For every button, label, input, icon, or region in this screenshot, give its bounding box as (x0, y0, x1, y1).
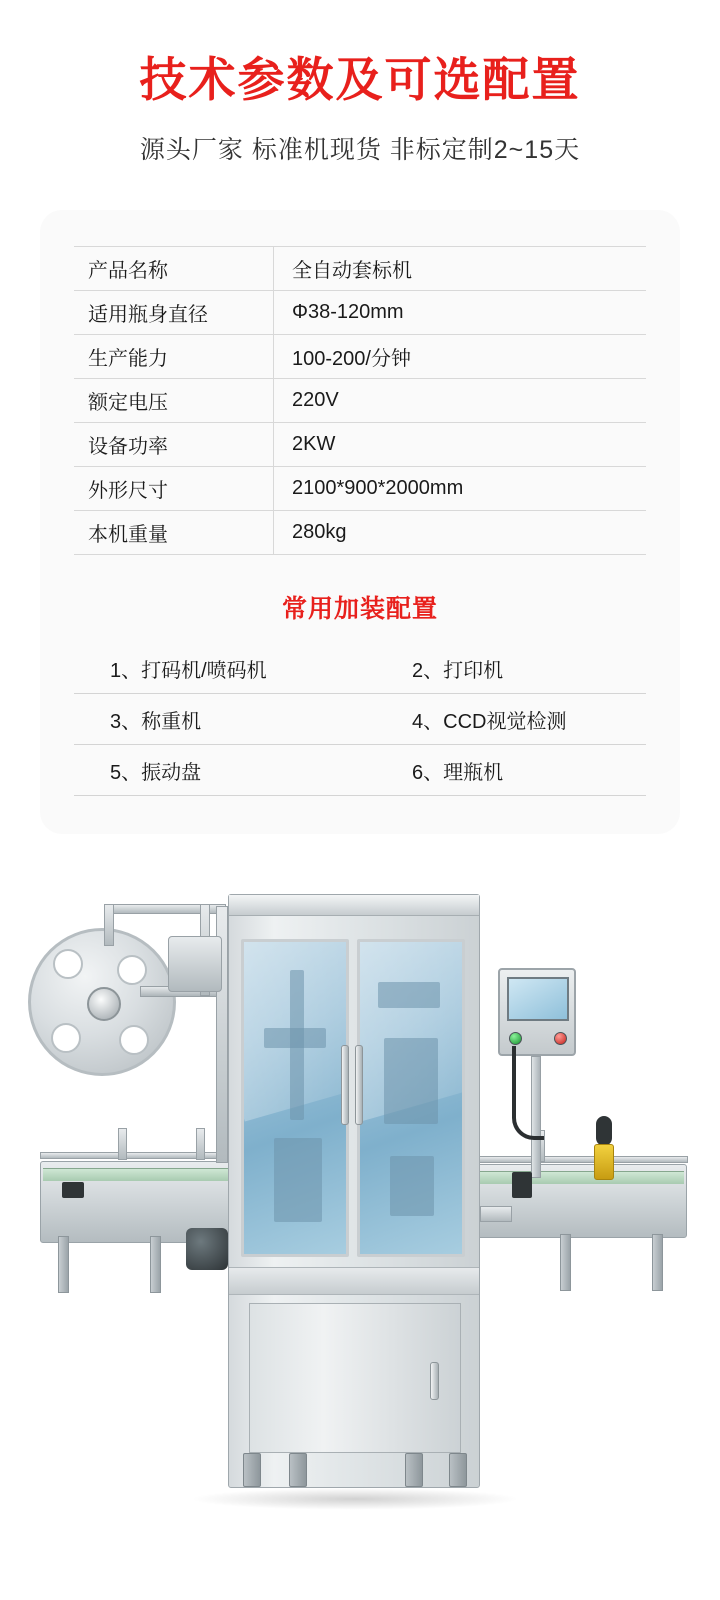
option-item: 5、振动盘 (74, 745, 360, 796)
spec-value: 280kg (274, 511, 647, 555)
option-item: 2、打印机 (360, 643, 646, 694)
air-filter-unit (594, 1144, 614, 1180)
lower-panel-handle[interactable] (430, 1362, 439, 1400)
sensor-head (596, 1116, 612, 1146)
spec-label: 适用瓶身直径 (74, 291, 274, 335)
guide-rail (470, 1156, 688, 1163)
reel-hole (119, 1025, 149, 1055)
spec-label: 外形尺寸 (74, 467, 274, 511)
table-row (74, 467, 646, 511)
spec-value: 2100*900*2000mm (274, 467, 647, 511)
right-conveyor (470, 1164, 687, 1238)
internal-block (390, 1156, 434, 1216)
table-row (74, 643, 646, 694)
conveyor-leg (58, 1236, 69, 1293)
reel-hole (53, 949, 83, 979)
cabinet-door-left[interactable] (241, 939, 349, 1257)
frame-post (104, 904, 114, 946)
sensor-box (62, 1182, 84, 1198)
internal-block (384, 1038, 438, 1124)
page-header (0, 0, 720, 166)
cabinet-door-right[interactable] (357, 939, 465, 1257)
reel-hub (87, 987, 121, 1021)
page-title: 技术参数及可选配置 (139, 53, 581, 106)
spec-label: 额定电压 (74, 379, 274, 423)
spec-label: 设备功率 (74, 423, 274, 467)
spec-value: 100-200/分钟 (274, 335, 647, 379)
table-row (74, 291, 646, 335)
spec-table (74, 246, 646, 555)
film-feed-unit (168, 936, 222, 992)
drive-motor (186, 1228, 228, 1270)
cabinet-top (229, 895, 479, 916)
hmi-screen[interactable] (507, 977, 569, 1021)
control-panel[interactable] (498, 968, 576, 1056)
machine-foot (405, 1453, 423, 1487)
label-film-reel (28, 928, 176, 1076)
door-handle-right[interactable] (355, 1045, 363, 1125)
table-row (74, 694, 646, 745)
option-item: 4、CCD视觉检测 (360, 694, 646, 745)
spec-label: 产品名称 (74, 247, 274, 291)
table-row (74, 379, 646, 423)
table-row (74, 745, 646, 796)
reel-hole (117, 955, 147, 985)
options-title: 常用加装配置 (281, 595, 438, 624)
door-handle-left[interactable] (341, 1045, 349, 1125)
sensor-box (512, 1172, 532, 1198)
internal-block (274, 1138, 322, 1222)
option-item: 6、理瓶机 (360, 745, 646, 796)
stop-button[interactable] (554, 1032, 567, 1045)
spec-card (40, 210, 680, 834)
spec-value: 全自动套标机 (274, 247, 647, 291)
start-button[interactable] (509, 1032, 522, 1045)
reel-hole (51, 1023, 81, 1053)
table-row (74, 247, 646, 291)
page-subtitle: 源头厂家 标准机现货 非标定制2~15天 (139, 136, 581, 165)
option-item: 3、称重机 (74, 694, 360, 745)
internal-bracket (378, 982, 440, 1008)
conveyor-leg (652, 1234, 663, 1291)
spec-value: 220V (274, 379, 647, 423)
valve-block (480, 1206, 512, 1222)
machine-foot (289, 1453, 307, 1487)
table-row (74, 423, 646, 467)
internal-bracket (264, 1028, 326, 1048)
product-photo (0, 876, 720, 1586)
power-cable (512, 1046, 544, 1140)
conveyor-belt (43, 1168, 254, 1181)
machine-cabinet (228, 894, 480, 1488)
rail-post (196, 1128, 205, 1160)
cabinet-lower-panel[interactable] (249, 1303, 461, 1453)
machine-foot (449, 1453, 467, 1487)
floor-shadow (190, 1488, 520, 1510)
spec-value: Φ38-120mm (274, 291, 647, 335)
table-row (74, 335, 646, 379)
conveyor-leg (150, 1236, 161, 1293)
options-table (74, 643, 646, 796)
option-item: 1、打码机/喷码机 (74, 643, 360, 694)
spec-label: 本机重量 (74, 511, 274, 555)
conveyor-leg (560, 1234, 571, 1291)
spec-label: 生产能力 (74, 335, 274, 379)
cabinet-mid-band (229, 1267, 479, 1295)
spec-value: 2KW (274, 423, 647, 467)
conveyor-belt (473, 1171, 684, 1184)
machine-foot (243, 1453, 261, 1487)
table-row (74, 511, 646, 555)
rail-post (118, 1128, 127, 1160)
